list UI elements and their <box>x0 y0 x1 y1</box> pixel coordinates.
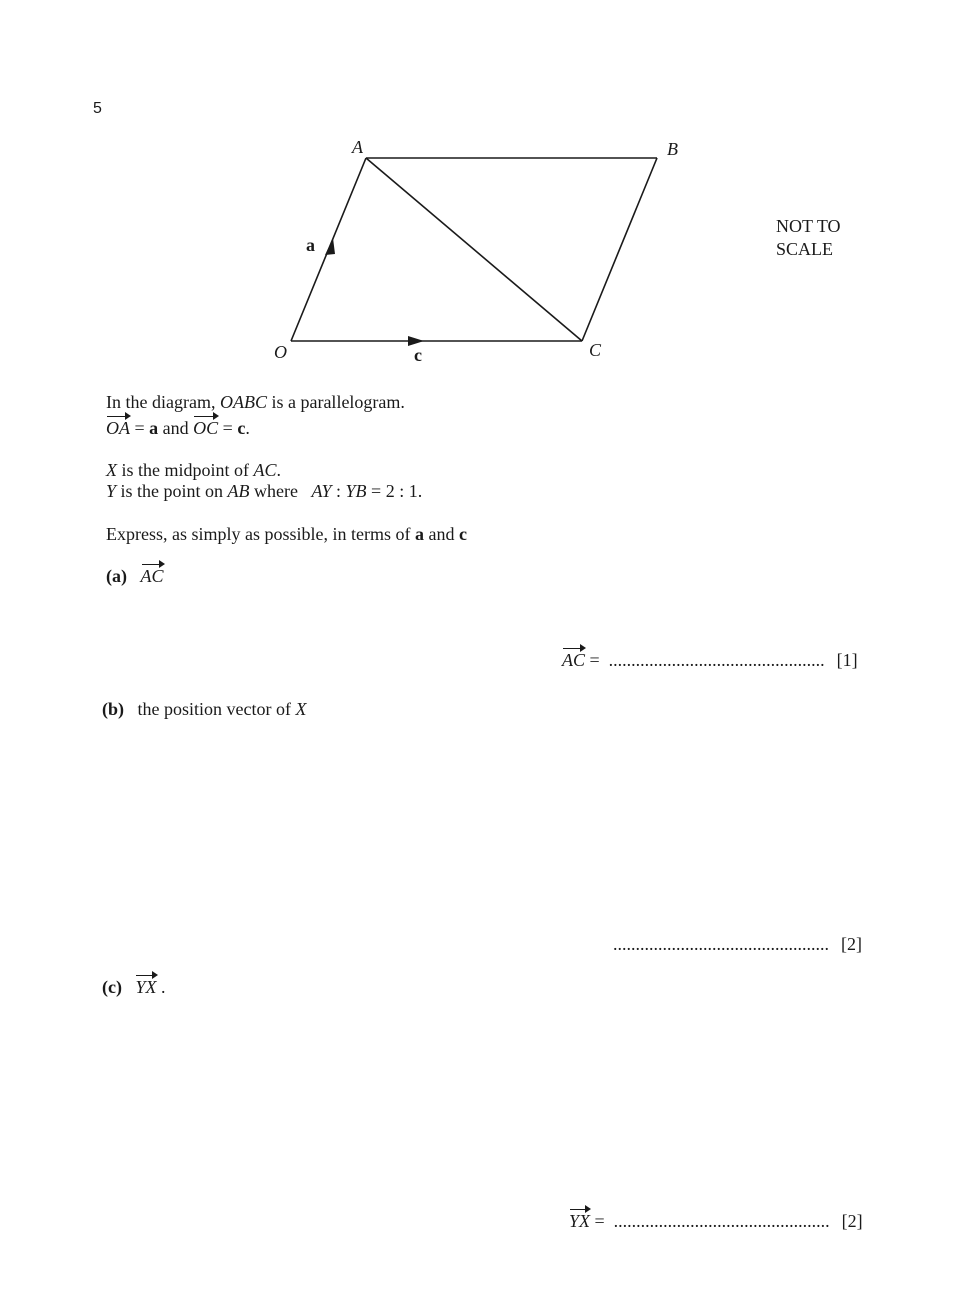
label-vector-c: c <box>414 345 422 365</box>
question-number: 5 <box>93 100 102 117</box>
answer-dots[interactable]: ................................................ <box>608 650 825 670</box>
part-a-question: (a) AC <box>106 566 164 586</box>
label-b-point: B <box>667 139 678 159</box>
intro-line-2: OA = a and OC = c. <box>106 418 250 438</box>
label-c-point: C <box>589 340 602 360</box>
definition-y: Y is the point on AB where AY : YB = 2 : 1. <box>106 481 423 501</box>
part-c-question: (c) YX . <box>102 977 166 997</box>
part-a-answer-line[interactable]: AC = ................................................ [1] <box>562 650 858 670</box>
marks: [2] <box>841 934 862 954</box>
label-vector-a: a <box>306 235 315 255</box>
arrow-oa-icon <box>325 238 335 255</box>
label-o-point: O <box>274 342 287 362</box>
definition-x: X is the midpoint of AC. <box>106 460 282 480</box>
part-c-answer-line[interactable]: YX = ................................................ [2] <box>569 1211 863 1231</box>
part-b-answer-line[interactable] <box>613 934 862 955</box>
instruction: Express, as simply as possible, in terms of a and c <box>106 524 467 544</box>
marks: [1] <box>836 650 858 670</box>
vector-yx: YX <box>135 977 157 997</box>
diagonal-ac <box>366 158 582 341</box>
side-bc <box>582 158 657 341</box>
answer-dots[interactable]: ................................................ <box>613 1211 830 1231</box>
vector-oa: OA <box>106 418 130 438</box>
part-b-question: (b) the position vector of X <box>102 699 307 719</box>
not-to-scale-note: NOT TO SCALE <box>776 216 841 259</box>
label-a-point: A <box>352 137 363 157</box>
marks: [2] <box>841 1211 863 1231</box>
parallelogram-diagram <box>0 0 973 400</box>
answer-dots[interactable]: ................................................ <box>613 934 829 954</box>
vector-ac: AC <box>140 566 164 586</box>
vector-oc: OC <box>193 418 219 438</box>
intro-line-1: In the diagram, OABC is a parallelogram. <box>106 392 405 412</box>
